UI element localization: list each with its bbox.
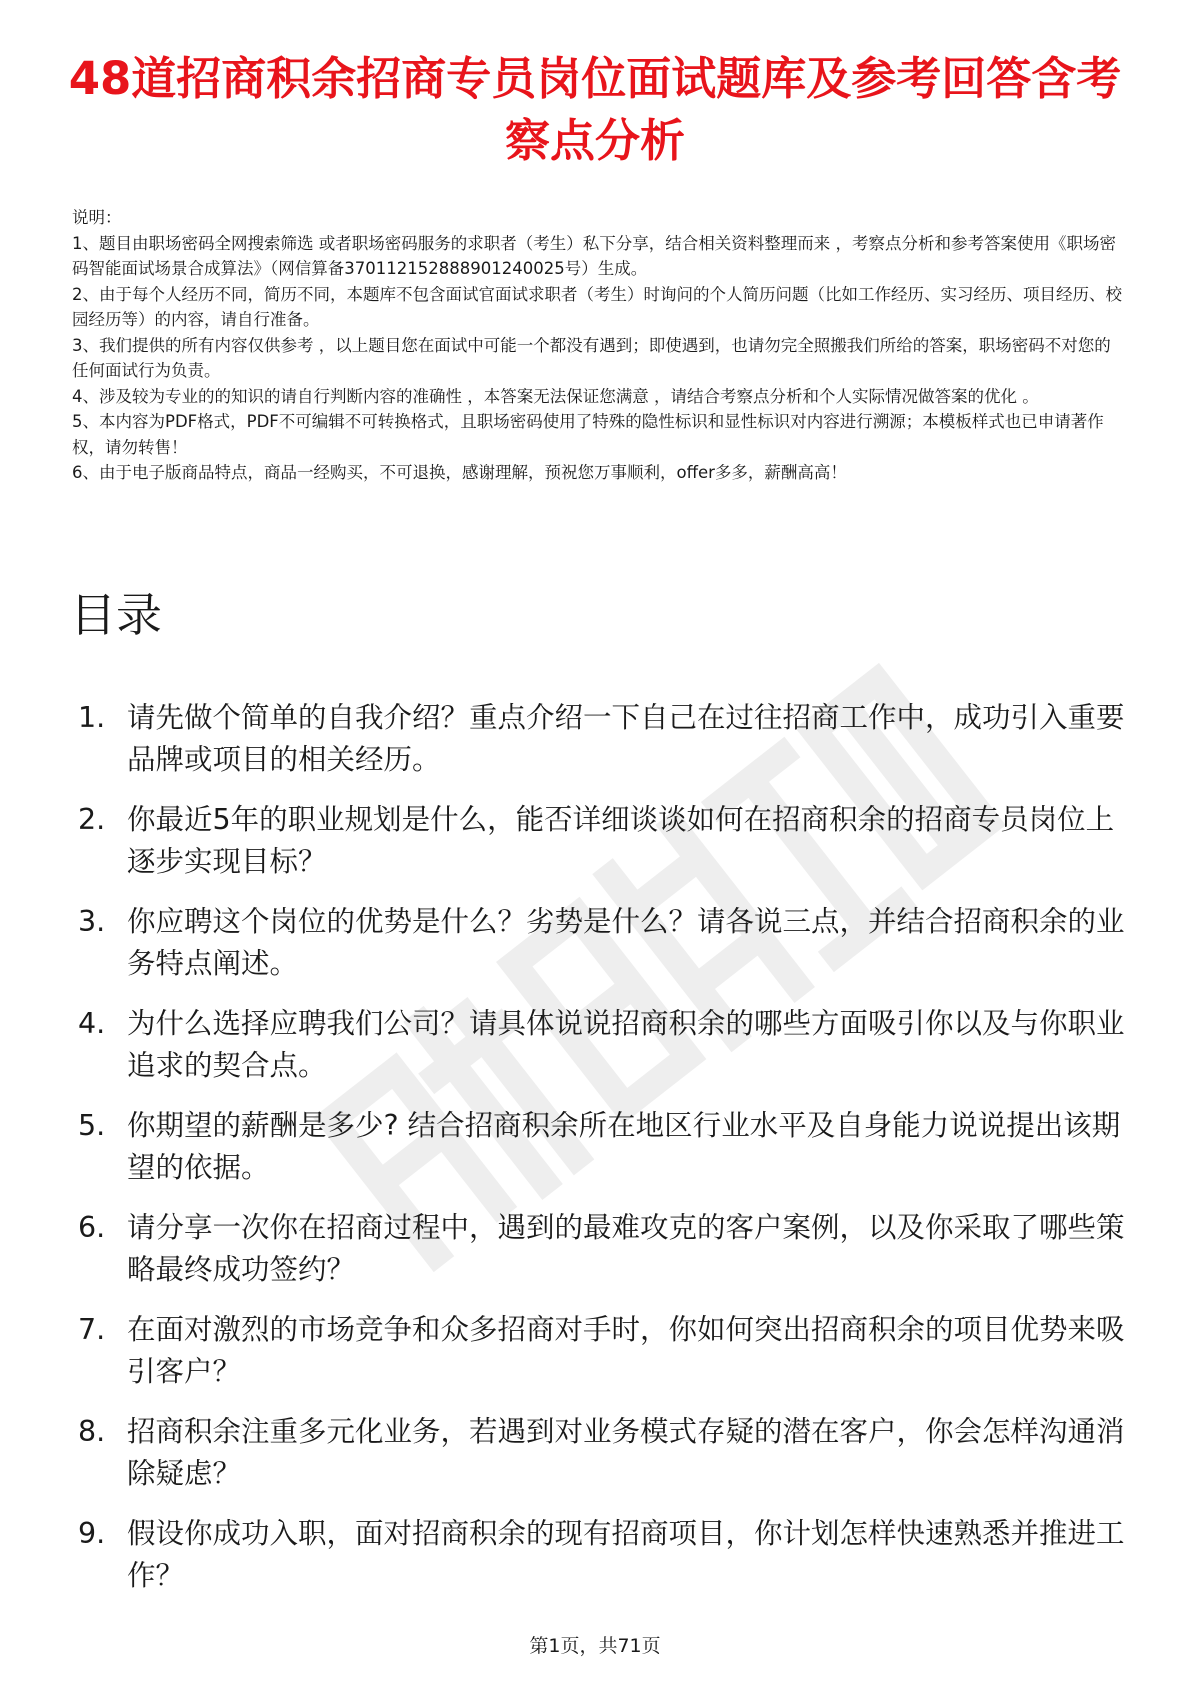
toc-item-number: 4.	[78, 1007, 106, 1040]
note-item: 4、涉及较为专业的的知识的请自行判断内容的准确性 ，本答案无法保证您满意 ，请结合考察点分析和个人实际情况做答案的优化 。	[72, 386, 1039, 406]
toc-item[interactable]	[78, 1003, 1128, 1087]
toc-item-number: 5.	[78, 1109, 106, 1142]
document-title: 48道招商积余招商专员岗位面试题库及参考回答含考察点分析	[68, 52, 1122, 167]
toc-item[interactable]	[78, 799, 1128, 883]
notes-heading: 说明：	[72, 208, 122, 227]
note-item: 2、由于每个人经历不同，简历不同，本题库不包含面试官面试求职者（考生）时询问的个人简历问题（比如工作经历、实习经历、项目经历、校园经历等）的内容，请自行准备。	[72, 284, 1122, 329]
toc-item-text: 为什么选择应聘我们公司？请具体说说招商积余的哪些方面吸引你以及与你职业追求的契合点。	[127, 1007, 1125, 1082]
page-footer: 第1页，共71页	[529, 1635, 661, 1657]
toc-item[interactable]	[78, 1207, 1128, 1291]
note-item: 1、题目由职场密码全网搜索筛选 或者职场密码服务的求职者（考生）私下分享，结合相关资料整理而来 ，考察点分析和参考答案使用《职场密码智能面试场景合成算法》（网信算备370112152888901240025号）生成。	[72, 233, 1116, 278]
toc-item[interactable]	[78, 1513, 1128, 1597]
toc-item-text: 请分享一次你在招商过程中，遇到的最难攻克的客户案例，以及你采取了哪些策略最终成功签约？	[127, 1211, 1125, 1286]
toc-item-number: 1.	[78, 701, 106, 734]
toc-item-text: 请先做个简单的自我介绍？重点介绍一下自己在过往招商工作中，成功引入重要品牌或项目的相关经历。	[127, 701, 1125, 776]
toc-item-number: 9.	[78, 1517, 106, 1550]
toc-item-text: 你应聘这个岗位的优势是什么？劣势是什么？请各说三点，并结合招商积余的业务特点阐述。	[127, 905, 1125, 980]
note-item: 6、由于电子版商品特点，商品一经购买，不可退换，感谢理解，预祝您万事顺利，offer多多，薪酬高高！	[72, 463, 847, 482]
toc-item[interactable]	[78, 1411, 1128, 1495]
note-item: 3、我们提供的所有内容仅供参考 ，以上题目您在面试中可能一个都没有遇到；即使遇到，也请勿完全照搬我们所给的答案，职场密码不对您的任何面试行为负责。	[72, 335, 1111, 380]
toc-item-number: 3.	[78, 905, 106, 938]
toc-item[interactable]	[78, 697, 1128, 781]
toc-item-text: 在面对激烈的市场竞争和众多招商对手时，你如何突出招商积余的项目优势来吸引客户？	[127, 1313, 1125, 1388]
toc-item[interactable]	[78, 1309, 1128, 1393]
toc-item-text: 你期望的薪酬是多少? 结合招商积余所在地区行业水平及自身能力说说提出该期望的依据。	[127, 1109, 1121, 1184]
toc-item[interactable]	[78, 901, 1128, 985]
toc-item-text: 你最近5年的职业规划是什么，能否详细谈谈如何在招商积余的招商专员岗位上逐步实现目标？	[127, 803, 1115, 878]
toc-item[interactable]	[78, 1105, 1128, 1189]
toc-heading: 目录	[70, 588, 162, 642]
toc-item-number: 6.	[78, 1211, 106, 1244]
toc-item-number: 7.	[78, 1313, 106, 1346]
toc-item-number: 8.	[78, 1415, 106, 1448]
toc-item-text: 招商积余注重多元化业务，若遇到对业务模式存疑的潜在客户，你会怎样沟通消除疑虑？	[127, 1415, 1125, 1490]
toc-list	[78, 697, 1128, 1615]
toc-item-text: 假设你成功入职，面对招商积余的现有招商项目，你计划怎样快速熟悉并推进工作？	[127, 1517, 1125, 1592]
toc-item-number: 2.	[78, 803, 106, 836]
note-item: 5、本内容为PDF格式，PDF不可编辑不可转换格式，且职场密码使用了特殊的隐性标识和显性标识对内容进行溯源；本模板样式也已申请著作权，请勿转售！	[72, 412, 1104, 457]
notes-section	[72, 205, 1127, 486]
